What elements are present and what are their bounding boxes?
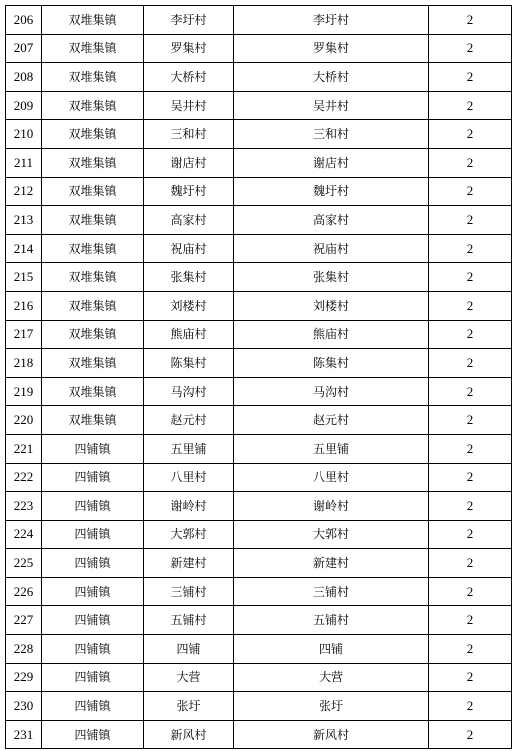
town-cell: 双堆集镇 <box>42 234 144 263</box>
town-cell: 双堆集镇 <box>42 406 144 435</box>
table-row <box>6 663 512 692</box>
village-name-cell: 魏圩村 <box>234 177 429 206</box>
village-cell: 大郭村 <box>144 520 234 549</box>
count-cell: 2 <box>429 606 512 635</box>
count-cell: 2 <box>429 577 512 606</box>
town-cell: 双堆集镇 <box>42 349 144 378</box>
row-number-cell: 213 <box>6 206 42 235</box>
table-body <box>6 6 512 749</box>
row-number-cell: 231 <box>6 720 42 749</box>
village-cell: 张圩 <box>144 692 234 721</box>
row-number-cell: 214 <box>6 234 42 263</box>
village-cell: 熊庙村 <box>144 320 234 349</box>
village-cell: 魏圩村 <box>144 177 234 206</box>
row-number-cell: 224 <box>6 520 42 549</box>
village-cell: 新风村 <box>144 720 234 749</box>
town-cell: 双堆集镇 <box>42 263 144 292</box>
village-cell: 陈集村 <box>144 349 234 378</box>
row-number-cell: 218 <box>6 349 42 378</box>
town-cell: 双堆集镇 <box>42 320 144 349</box>
village-cell: 祝庙村 <box>144 234 234 263</box>
count-cell: 2 <box>429 349 512 378</box>
village-name-cell: 四铺 <box>234 635 429 664</box>
count-cell: 2 <box>429 549 512 578</box>
village-table <box>5 5 512 749</box>
village-cell: 刘楼村 <box>144 291 234 320</box>
town-cell: 双堆集镇 <box>42 63 144 92</box>
table-row <box>6 206 512 235</box>
village-cell: 大桥村 <box>144 63 234 92</box>
town-cell: 四铺镇 <box>42 720 144 749</box>
table-row <box>6 349 512 378</box>
count-cell: 2 <box>429 406 512 435</box>
count-cell: 2 <box>429 720 512 749</box>
table-row <box>6 63 512 92</box>
row-number-cell: 215 <box>6 263 42 292</box>
count-cell: 2 <box>429 291 512 320</box>
village-cell: 张集村 <box>144 263 234 292</box>
town-cell: 四铺镇 <box>42 463 144 492</box>
row-number-cell: 229 <box>6 663 42 692</box>
count-cell: 2 <box>429 692 512 721</box>
village-name-cell: 三铺村 <box>234 577 429 606</box>
village-cell: 五里铺 <box>144 434 234 463</box>
village-name-cell: 赵元村 <box>234 406 429 435</box>
town-cell: 双堆集镇 <box>42 377 144 406</box>
row-number-cell: 212 <box>6 177 42 206</box>
village-name-cell: 罗集村 <box>234 34 429 63</box>
row-number-cell: 220 <box>6 406 42 435</box>
table-row <box>6 291 512 320</box>
town-cell: 双堆集镇 <box>42 291 144 320</box>
village-cell: 罗集村 <box>144 34 234 63</box>
town-cell: 四铺镇 <box>42 606 144 635</box>
village-name-cell: 吴井村 <box>234 91 429 120</box>
row-number-cell: 230 <box>6 692 42 721</box>
village-cell: 三和村 <box>144 120 234 149</box>
village-cell: 赵元村 <box>144 406 234 435</box>
count-cell: 2 <box>429 635 512 664</box>
row-number-cell: 206 <box>6 6 42 35</box>
village-name-cell: 大营 <box>234 663 429 692</box>
row-number-cell: 216 <box>6 291 42 320</box>
village-name-cell: 新风村 <box>234 720 429 749</box>
count-cell: 2 <box>429 492 512 521</box>
table-row <box>6 234 512 263</box>
town-cell: 四铺镇 <box>42 692 144 721</box>
village-name-cell: 陈集村 <box>234 349 429 378</box>
village-cell: 谢店村 <box>144 148 234 177</box>
count-cell: 2 <box>429 434 512 463</box>
town-cell: 四铺镇 <box>42 434 144 463</box>
count-cell: 2 <box>429 91 512 120</box>
table-row <box>6 263 512 292</box>
row-number-cell: 228 <box>6 635 42 664</box>
row-number-cell: 208 <box>6 63 42 92</box>
town-cell: 双堆集镇 <box>42 177 144 206</box>
row-number-cell: 227 <box>6 606 42 635</box>
count-cell: 2 <box>429 377 512 406</box>
town-cell: 四铺镇 <box>42 663 144 692</box>
village-name-cell: 八里村 <box>234 463 429 492</box>
table-row <box>6 377 512 406</box>
village-cell: 高家村 <box>144 206 234 235</box>
town-cell: 双堆集镇 <box>42 34 144 63</box>
row-number-cell: 211 <box>6 148 42 177</box>
town-cell: 四铺镇 <box>42 492 144 521</box>
village-cell: 八里村 <box>144 463 234 492</box>
village-name-cell: 大郭村 <box>234 520 429 549</box>
count-cell: 2 <box>429 206 512 235</box>
row-number-cell: 225 <box>6 549 42 578</box>
table-row <box>6 6 512 35</box>
village-name-cell: 三和村 <box>234 120 429 149</box>
table-row <box>6 148 512 177</box>
village-cell: 吴井村 <box>144 91 234 120</box>
row-number-cell: 217 <box>6 320 42 349</box>
row-number-cell: 226 <box>6 577 42 606</box>
town-cell: 四铺镇 <box>42 520 144 549</box>
village-cell: 大营 <box>144 663 234 692</box>
town-cell: 双堆集镇 <box>42 206 144 235</box>
village-name-cell: 熊庙村 <box>234 320 429 349</box>
town-cell: 四铺镇 <box>42 635 144 664</box>
village-name-cell: 张圩 <box>234 692 429 721</box>
village-name-cell: 张集村 <box>234 263 429 292</box>
count-cell: 2 <box>429 463 512 492</box>
village-name-cell: 祝庙村 <box>234 234 429 263</box>
table-row <box>6 34 512 63</box>
count-cell: 2 <box>429 520 512 549</box>
town-cell: 四铺镇 <box>42 577 144 606</box>
table-row <box>6 320 512 349</box>
town-cell: 双堆集镇 <box>42 120 144 149</box>
village-cell: 李圩村 <box>144 6 234 35</box>
count-cell: 2 <box>429 263 512 292</box>
village-name-cell: 五铺村 <box>234 606 429 635</box>
count-cell: 2 <box>429 120 512 149</box>
table-row <box>6 406 512 435</box>
count-cell: 2 <box>429 234 512 263</box>
table-row <box>6 120 512 149</box>
count-cell: 2 <box>429 663 512 692</box>
count-cell: 2 <box>429 63 512 92</box>
count-cell: 2 <box>429 148 512 177</box>
village-name-cell: 李圩村 <box>234 6 429 35</box>
table-row <box>6 434 512 463</box>
row-number-cell: 221 <box>6 434 42 463</box>
village-cell: 三铺村 <box>144 577 234 606</box>
row-number-cell: 222 <box>6 463 42 492</box>
row-number-cell: 210 <box>6 120 42 149</box>
town-cell: 双堆集镇 <box>42 148 144 177</box>
town-cell: 四铺镇 <box>42 549 144 578</box>
village-name-cell: 马沟村 <box>234 377 429 406</box>
table-row <box>6 177 512 206</box>
table-row <box>6 635 512 664</box>
table-row <box>6 606 512 635</box>
table-row <box>6 692 512 721</box>
village-name-cell: 高家村 <box>234 206 429 235</box>
table-row <box>6 492 512 521</box>
town-cell: 双堆集镇 <box>42 6 144 35</box>
row-number-cell: 209 <box>6 91 42 120</box>
village-cell: 五铺村 <box>144 606 234 635</box>
count-cell: 2 <box>429 6 512 35</box>
village-cell: 四铺 <box>144 635 234 664</box>
table-row <box>6 720 512 749</box>
village-name-cell: 谢岭村 <box>234 492 429 521</box>
row-number-cell: 219 <box>6 377 42 406</box>
row-number-cell: 207 <box>6 34 42 63</box>
count-cell: 2 <box>429 34 512 63</box>
count-cell: 2 <box>429 177 512 206</box>
village-cell: 马沟村 <box>144 377 234 406</box>
town-cell: 双堆集镇 <box>42 91 144 120</box>
row-number-cell: 223 <box>6 492 42 521</box>
village-name-cell: 刘楼村 <box>234 291 429 320</box>
village-cell: 新建村 <box>144 549 234 578</box>
village-name-cell: 新建村 <box>234 549 429 578</box>
village-cell: 谢岭村 <box>144 492 234 521</box>
village-name-cell: 大桥村 <box>234 63 429 92</box>
table-row <box>6 577 512 606</box>
village-name-cell: 五里铺 <box>234 434 429 463</box>
table-row <box>6 520 512 549</box>
count-cell: 2 <box>429 320 512 349</box>
table-row <box>6 463 512 492</box>
village-name-cell: 谢店村 <box>234 148 429 177</box>
table-row <box>6 549 512 578</box>
table-row <box>6 91 512 120</box>
